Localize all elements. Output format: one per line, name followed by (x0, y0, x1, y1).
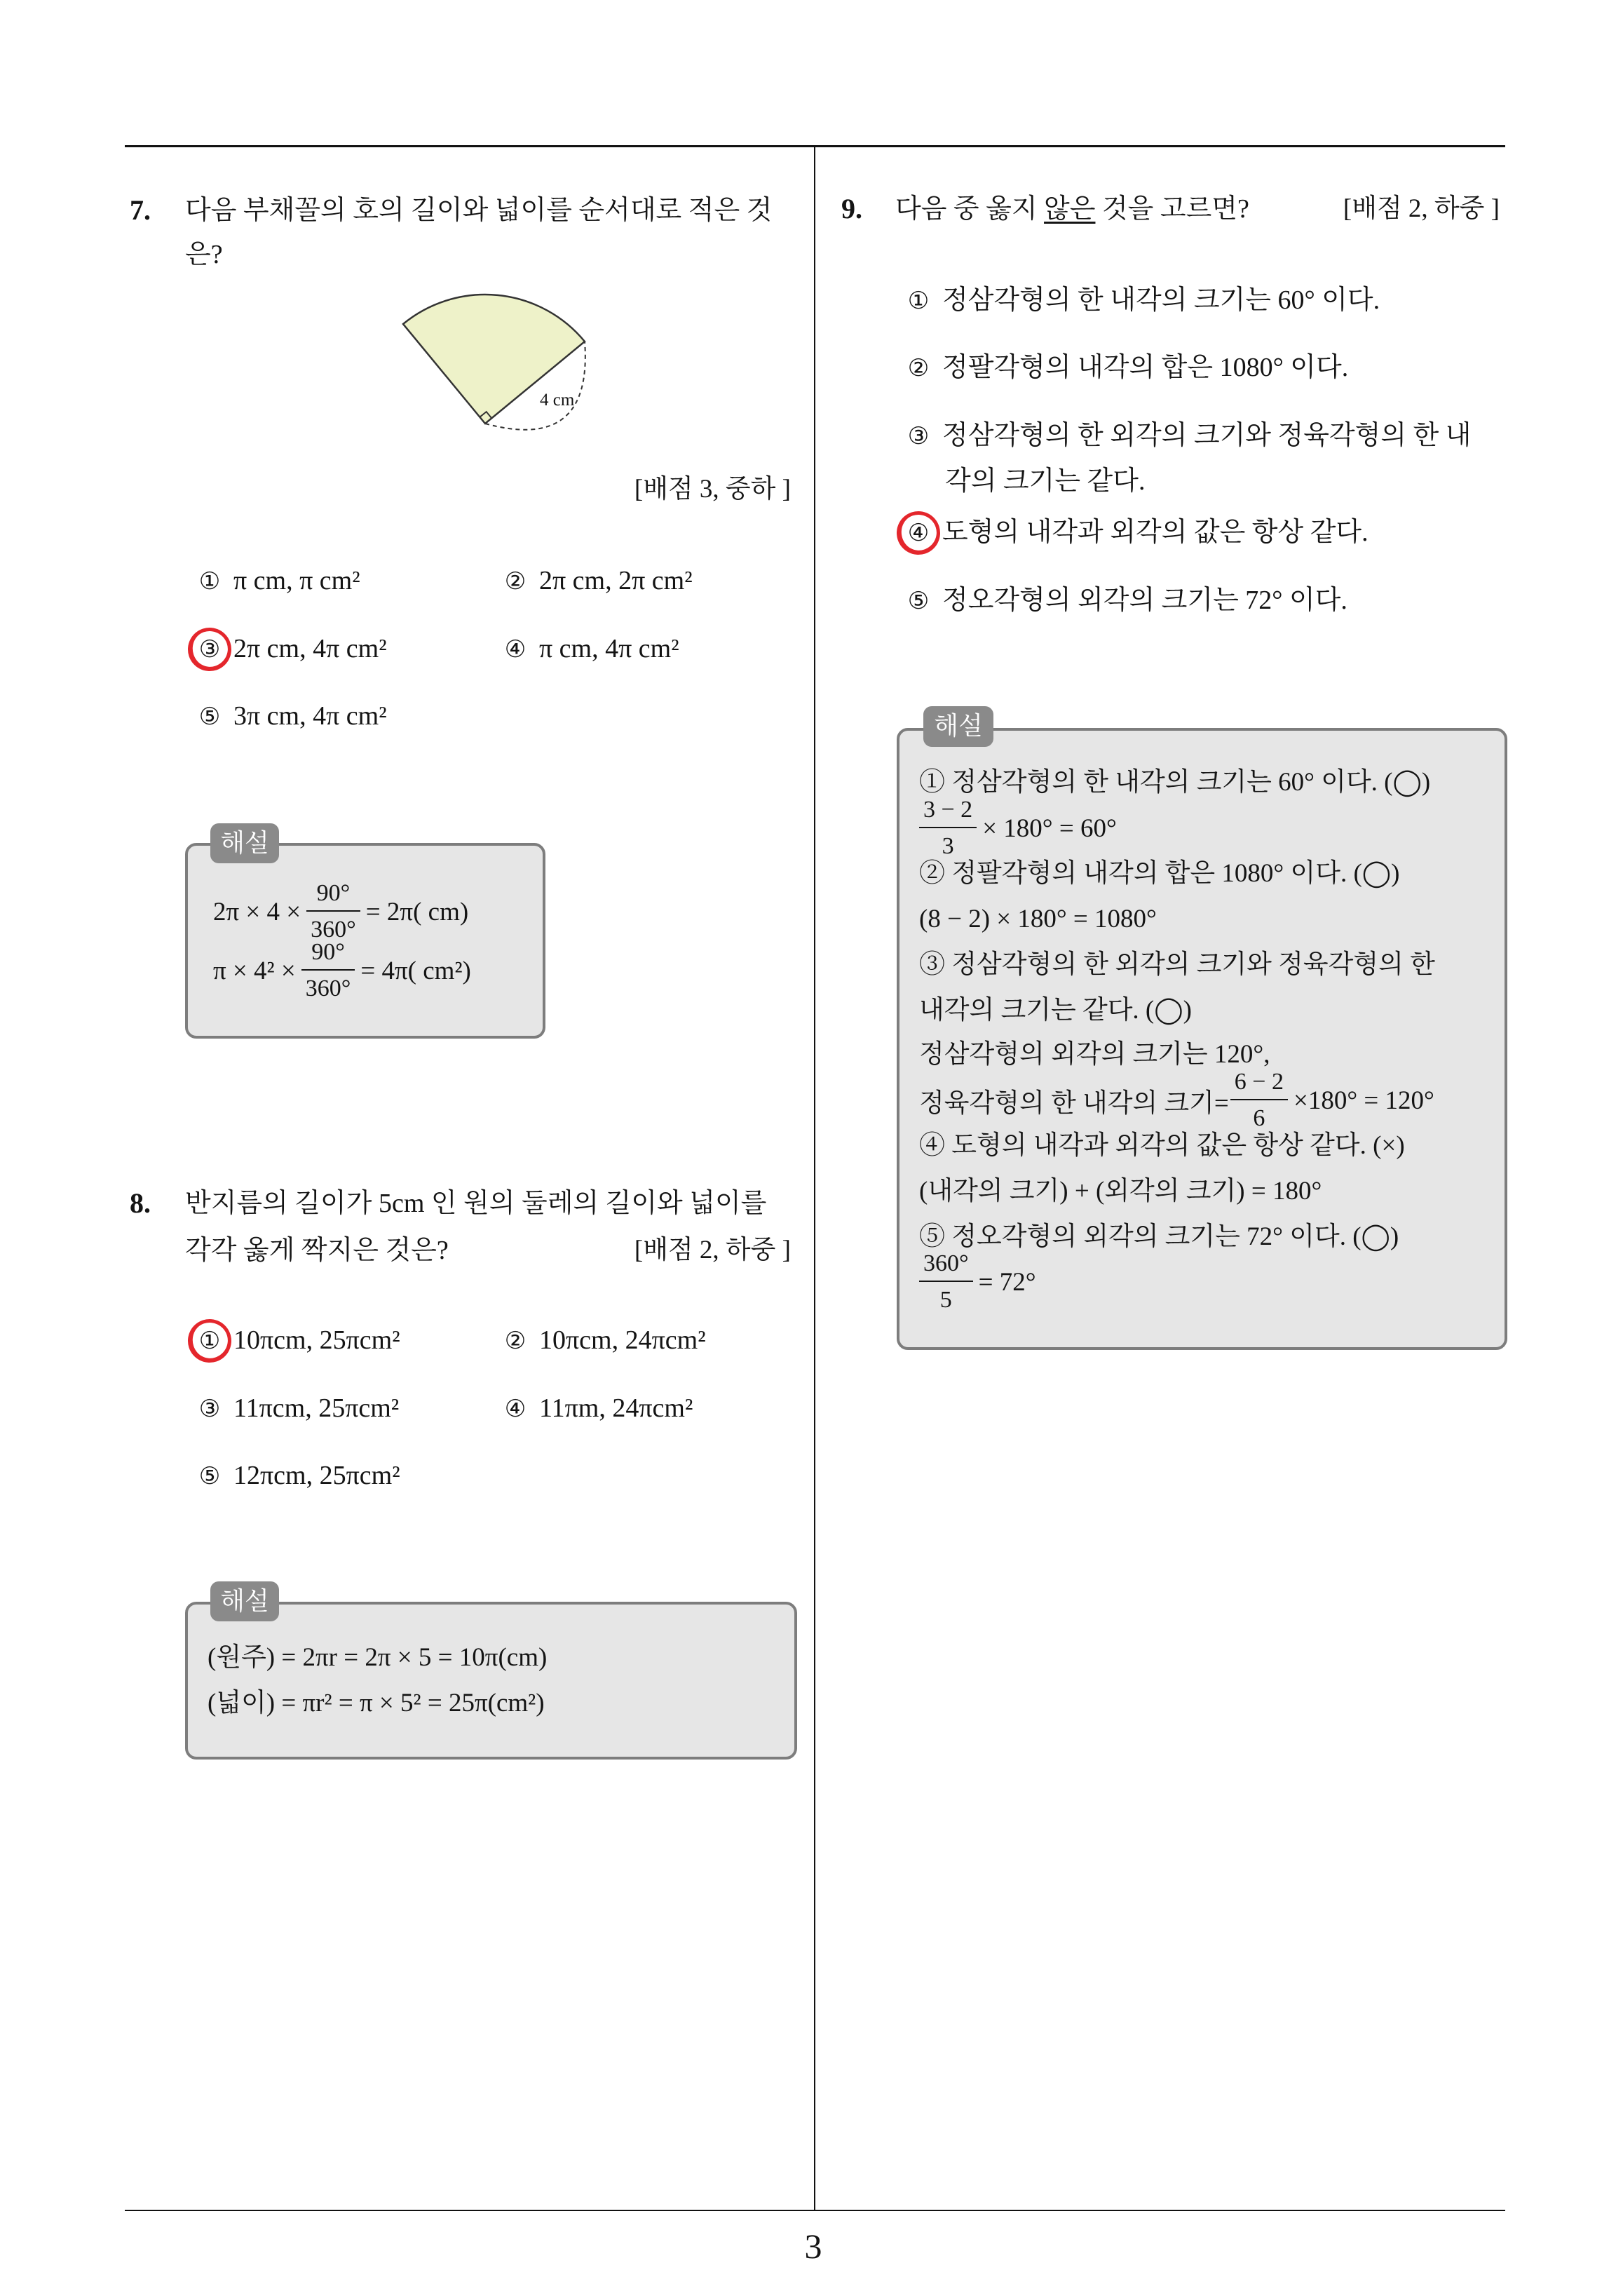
explanation-line: (넓이) = πr² = π × 5² = 25π(cm²) (208, 1689, 545, 1717)
fraction-denominator: 5 (939, 1287, 952, 1313)
option-5 (904, 584, 1347, 617)
answer-mark-circle (182, 1314, 237, 1368)
score-label: [배점 3, 중하 ] (634, 475, 791, 504)
score-label: [배점 2, 하중 ] (634, 1236, 791, 1264)
option-3 (904, 419, 1471, 452)
question-text: 반지름의 길이가 5cm 인 원의 둘레의 길이와 넓이를 (185, 1189, 767, 1218)
option-number: ③ (198, 635, 221, 663)
explanation-line: ② 정팔각형의 내각의 합은 1080° 이다. (◯) (919, 859, 1400, 888)
formula-text: = 4π( cm²) (360, 956, 471, 985)
option-number: ⑤ (198, 703, 221, 731)
fraction-denominator: 360° (305, 975, 351, 1001)
score-label: [배점 2, 하중 ] (1343, 194, 1500, 223)
option-5 (196, 700, 387, 733)
fraction (301, 940, 355, 1001)
option-2 (501, 565, 693, 597)
option-number: ⑤ (907, 587, 930, 615)
option-text: 12πcm, 25πcm² (233, 1461, 400, 1490)
option-text: 2π cm, 4π cm² (233, 634, 387, 663)
explanation-tab: 해설 (210, 823, 279, 863)
option-text: 10πcm, 24πcm² (539, 1325, 706, 1355)
fraction (306, 881, 360, 943)
question-text-end: 것을 고르면? (1101, 194, 1249, 224)
answer-mark-circle (182, 622, 237, 677)
option-text-continued: 각의 크기는 같다. (945, 466, 1146, 496)
option-text: 11πm, 24πcm² (539, 1393, 693, 1423)
option-marker (501, 565, 529, 597)
fraction-numerator: 90° (306, 881, 360, 912)
option-2 (904, 351, 1348, 384)
option-marker (904, 585, 932, 617)
underlined-keyword: 않은 (1044, 194, 1096, 224)
fraction-denominator: 6 (1253, 1105, 1265, 1131)
option-number: ④ (504, 635, 527, 663)
option-number: ② (504, 567, 527, 595)
explanation-line (919, 1251, 1036, 1313)
option-text: 10πcm, 25πcm² (233, 1325, 400, 1355)
option-5 (196, 1459, 400, 1492)
option-number: ④ (504, 1395, 527, 1423)
explanation-line: 내각의 크기는 같다. (◯) (919, 996, 1192, 1025)
option-text: 도형의 내각과 외각의 값은 항상 같다. (942, 518, 1369, 547)
fraction (1230, 1069, 1288, 1131)
fraction-numerator: 90° (301, 940, 355, 971)
formula-text: = 2π( cm) (365, 897, 469, 926)
explanation-line (213, 881, 468, 943)
explanation-line: (8 − 2) × 180° = 1080° (919, 905, 1157, 933)
option-text: 정삼각형의 한 내각의 크기는 60° 이다. (942, 285, 1380, 315)
option-number: ② (504, 1327, 527, 1355)
fraction-numerator: 360° (919, 1251, 973, 1282)
formula-text: 2π × 4 × (213, 897, 301, 926)
sector-figure (365, 274, 617, 456)
option-marker (196, 565, 224, 597)
question-text: 다음 부채꼴의 호의 길이와 넓이를 순서대로 적은 것 (185, 196, 773, 225)
explanation-line: 정삼각형의 외각의 크기는 120°, (919, 1040, 1270, 1069)
option-4 (501, 633, 679, 666)
bottom-rule (125, 2210, 1505, 2211)
page-number: 3 (804, 2227, 822, 2266)
explanation-line: (내각의 크기) + (외각의 크기) = 180° (919, 1177, 1322, 1206)
option-number: ③ (907, 422, 930, 450)
option-1 (196, 565, 360, 597)
formula-text: × 180° = 60° (982, 813, 1117, 843)
explanation-line (919, 1069, 1434, 1131)
question-number: 7. (130, 194, 151, 226)
answer-mark-circle (891, 506, 946, 560)
option-text: 정오각형의 외각의 크기는 72° 이다. (942, 586, 1347, 615)
option-text: 정삼각형의 한 외각의 크기와 정육각형의 한 내 (942, 421, 1472, 450)
option-number: ① (198, 1327, 221, 1355)
option-number: ② (907, 354, 930, 382)
explanation-line: ⑤ 정오각형의 외각의 크기는 72° 이다. (◯) (919, 1222, 1399, 1251)
explanation-tab: 해설 (923, 706, 993, 747)
formula-text: = 72° (978, 1267, 1036, 1297)
formula-text: π × 4² × (213, 956, 296, 985)
formula-text: ×180° = 120° (1293, 1086, 1434, 1115)
option-4 (501, 1392, 693, 1425)
option-marker (196, 701, 224, 733)
explanation-line (213, 940, 471, 1001)
fraction-denominator: 3 (942, 833, 954, 859)
question-text (895, 193, 1249, 225)
option-text: 11πcm, 25πcm² (233, 1393, 400, 1423)
option-marker (196, 1393, 224, 1425)
option-marker (904, 420, 932, 452)
explanation-tab: 해설 (210, 1581, 279, 1621)
fraction-denominator: 360° (311, 917, 356, 943)
option-marker (904, 352, 932, 384)
option-marker (196, 1460, 224, 1492)
question-text-start: 다음 중 옳지 (895, 194, 1038, 224)
option-number: ① (907, 287, 930, 315)
option-3 (196, 1392, 399, 1425)
option-1 (904, 284, 1380, 317)
explanation-line: ③ 정삼각형의 한 외각의 크기와 정육각형의 한 (919, 950, 1435, 979)
radius-label: 4 cm (540, 391, 575, 410)
option-number: ① (198, 567, 221, 595)
explanation-box (185, 1602, 797, 1760)
option-number: ④ (907, 519, 930, 547)
explanation-line: ① 정삼각형의 한 내각의 크기는 60° 이다. (◯) (919, 768, 1431, 797)
explanation-line (919, 797, 1117, 859)
question-number: 9. (841, 193, 862, 224)
option-marker (904, 517, 932, 549)
column-divider (814, 146, 815, 2210)
option-marker (196, 633, 224, 666)
option-number: ⑤ (198, 1462, 221, 1490)
option-text: 정팔각형의 내각의 합은 1080° 이다. (942, 353, 1349, 382)
fraction-numerator: 3 − 2 (919, 797, 977, 828)
option-text: π cm, π cm² (233, 566, 360, 595)
option-text: π cm, 4π cm² (539, 634, 679, 663)
option-text: 3π cm, 4π cm² (233, 701, 387, 731)
option-1 (196, 1324, 400, 1357)
option-4 (904, 516, 1369, 549)
explanation-line: (원주) = 2πr = 2π × 5 = 10π(cm) (208, 1643, 548, 1672)
option-marker (501, 633, 529, 666)
option-marker (501, 1393, 529, 1425)
question-number: 8. (130, 1187, 151, 1219)
option-marker (501, 1325, 529, 1357)
explanation-line: ④ 도형의 내각과 외각의 값은 항상 같다. (×) (919, 1131, 1405, 1160)
option-text: 2π cm, 2π cm² (539, 566, 693, 595)
fraction (919, 797, 977, 859)
option-marker (196, 1325, 224, 1357)
fraction (919, 1251, 973, 1313)
formula-text: 정육각형의 한 내각의 크기= (919, 1089, 1229, 1118)
option-number: ③ (198, 1395, 221, 1423)
option-marker (904, 285, 932, 317)
question-text: 은? (185, 240, 223, 269)
option-2 (501, 1324, 706, 1357)
option-3 (196, 633, 387, 666)
fraction-numerator: 6 − 2 (1230, 1069, 1288, 1100)
question-text: 각각 옳게 짝지은 것은? (185, 1236, 449, 1265)
